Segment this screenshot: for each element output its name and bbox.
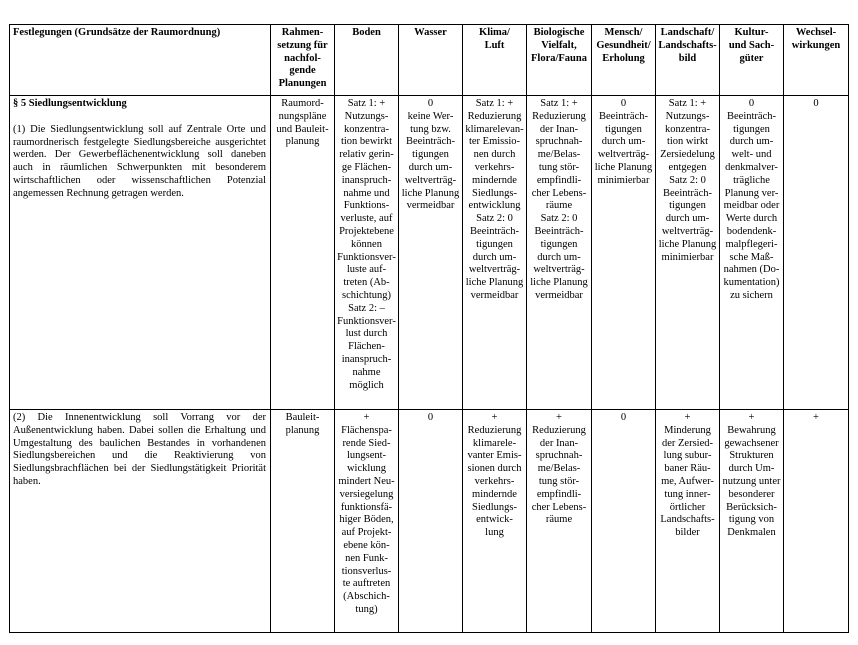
cell-wasser: 0 [399,410,463,633]
festlegung-text: (2) Die Innenentwicklung soll Vorrang vor der Außenentwicklung haben. Dabei sollen die Erhaltung und Umgestaltung des baulichen Bestandes in vorhandenen Siedlungsbereichen und die Reaktivierung von Siedlungsbrachflächen bei der Siedlungstätigkeit Priorität haben. [13,412,266,487]
header-rahmensetzung: Rahmen- setzung für nachfol- gende Planungen [271,25,335,96]
cell-mensch-gesundheit: 0 Beeinträch- tigungen durch um- weltverträg- liche Planung minimierbar [592,96,656,410]
cell-biologische-vielfalt: Satz 1: + Reduzierung der Inan- spruchnah- me/Belas- tung stör- empfindli- cher Lebens- räume Satz 2: 0 Beeinträch- tigungen durch um- weltverträg- liche Planung vermeidbar [527,96,592,410]
section-title: § 5 Siedlungsentwicklung [13,98,127,109]
header-wasser: Wasser [399,25,463,96]
cell-boden: Satz 1: + Nutzungs- konzentra- tion bewirkt relativ gerin- ge Flächen- inanspruch- nahme und Funktions- verluste, auf Projektebene können Funktionsver- luste auf- treten (Ab- schichtung) Satz 2: – Funktionsver- lust durch Flächen- inanspruch- nahme möglich [335,96,399,410]
cell-rahmensetzung: Bauleit- planung [271,410,335,633]
cell-kultur-sachgueter: 0 Beeinträch- tigungen durch um- welt- und denkmalver- trägliche Planung ver- meidbar oder Werte durch bodendenk- malpflegeri- sche Maß- nahmen (Do- kumentation) zu sichern [720,96,784,410]
header-festlegungen: Festlegungen (Grundsätze der Raumordnung) [10,25,271,96]
cell-klima-luft: Satz 1: + Reduzierung klimarelevan- ter Emissio- nen durch verkehrs- mindernde Siedlungs- entwicklung Satz 2: 0 Beeinträch- tigungen durch um- weltverträg- liche Planung vermeidbar [463,96,527,410]
cell-wechselwirkungen: 0 [784,96,849,410]
cell-kultur-sachgueter: + Bewahrung gewachsener Strukturen durch Um- nutzung unter besonderer Berücksich- tigung von Denkmalen [720,410,784,633]
header-row [10,25,849,96]
cell-wechselwirkungen: + [784,410,849,633]
header-landschaft: Landschaft/ Landschafts- bild [656,25,720,96]
cell-rahmensetzung: Raumord- nungspläne und Bauleit- planung [271,96,335,410]
assessment-table [9,24,849,633]
header-biologische-vielfalt: Biologische Vielfalt, Flora/Fauna [527,25,592,96]
header-boden: Boden [335,25,399,96]
cell-landschaft: Satz 1: + Nutzungs- konzentra- tion wirkt Zersiedelung entgegen Satz 2: 0 Beeinträch- tigungen durch um- weltverträg- liche Planung minimierbar [656,96,720,410]
festlegung-text: (1) Die Siedlungsentwicklung soll auf Zentrale Orte und raumordnerisch festgelegte Siedlungsbereiche ausgerichtet werden. Der Gewerbeflächenentwicklung soll daneben auch in räumlichen Schwerpunkten mit besonderem wirtschaftlichen oder wissenschaftlichen Potenzial angemessen Rechnung getragen werden. [13,123,266,199]
header-mensch-gesundheit: Mensch/ Gesundheit/ Erholung [592,25,656,96]
table-row [10,410,849,633]
cell-wasser: 0 keine Wer- tung bzw. Beeinträch- tigungen durch um- weltverträg- liche Planung vermeidbar [399,96,463,410]
table-row [10,96,849,410]
cell-klima-luft: + Reduzierung klimarele- vanter Emis- sionen durch verkehrs- mindernde Siedlungs- entwick- lung [463,410,527,633]
header-wechselwirkungen: Wechsel- wirkungen [784,25,849,96]
festlegung-cell [10,410,271,633]
festlegung-cell [10,96,271,410]
header-kultur-sachgueter: Kultur- und Sach- güter [720,25,784,96]
cell-landschaft: + Minderung der Zersied- lung subur- baner Räu- me, Aufwer- tung inner- örtlicher Landschafts- bilder [656,410,720,633]
cell-boden: + Flächenspa- rende Sied- lungsent- wicklung mindert Neu- versiegelung funktionsfä- higer Böden, auf Projekt- ebene kön- nen Funk- tionsverlus- te auftreten (Abschich- tung) [335,410,399,633]
cell-biologische-vielfalt: + Reduzierung der Inan- spruchnah- me/Belas- tung stör- empfindli- cher Lebens- räume [527,410,592,633]
header-klima-luft: Klima/ Luft [463,25,527,96]
cell-mensch-gesundheit: 0 [592,410,656,633]
